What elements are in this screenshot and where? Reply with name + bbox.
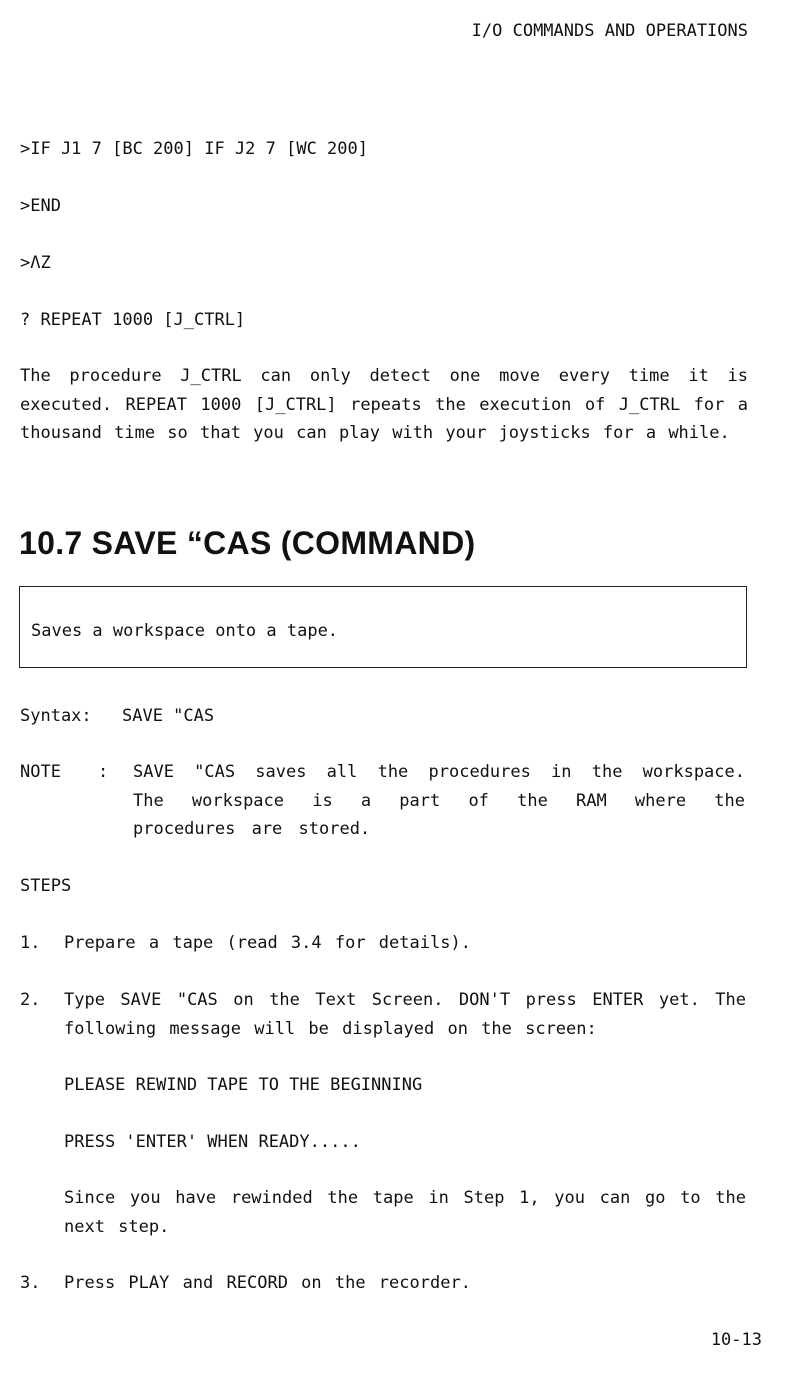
summary-text: Saves a workspace onto a tape.	[31, 621, 339, 641]
step-3-text: Press PLAY and RECORD on the recorder.	[64, 1273, 471, 1293]
syntax-label: Syntax:	[20, 706, 92, 726]
code-line-az: >ΛZ	[20, 253, 51, 273]
intro-paragraph: The procedure J_CTRL can only detect one move every time it is executed. REPEAT 1000 [J_CTRL] repeats the execution of J_CTRL for a thousand time so that you can play with your joysticks for a while.	[20, 366, 748, 443]
step-1-text: Prepare a tape (read 3.4 for details).	[64, 933, 471, 953]
code-line-if-joystick: >IF J1 7 [BC 200] IF J2 7 [WC 200]	[20, 139, 368, 159]
note-text: SAVE "CAS saves all the procedures in the workspace. The workspace is a part of the RAM where the procedures are stored.	[133, 762, 745, 839]
step-3-number: 3.	[20, 1273, 41, 1293]
step-2-number: 2.	[20, 990, 41, 1010]
note-colon: :	[98, 762, 109, 782]
summary-box	[19, 586, 747, 668]
screen-message-press-enter: PRESS 'ENTER' WHEN READY.....	[64, 1132, 361, 1152]
screen-message-rewind: PLEASE REWIND TAPE TO THE BEGINNING	[64, 1075, 423, 1095]
steps-heading: STEPS	[20, 876, 72, 896]
step-2-followup: Since you have rewinded the tape in Step 1, you can go to the next step.	[64, 1188, 746, 1237]
step-1-number: 1.	[20, 933, 41, 953]
note-label: NOTE	[20, 762, 61, 782]
syntax-value: SAVE "CAS	[122, 706, 215, 726]
running-header: I/O COMMANDS AND OPERATIONS	[471, 21, 748, 41]
page-number: 10-13	[710, 1330, 762, 1350]
section-title: 10.7 SAVE “CAS (COMMAND)	[19, 525, 476, 561]
step-2-text: Type SAVE "CAS on the Text Screen. DON'T press ENTER yet. The following message will be displayed on the screen:	[64, 990, 746, 1039]
code-line-end: >END	[20, 196, 61, 216]
code-line-repeat: ? REPEAT 1000 [J_CTRL]	[20, 310, 246, 330]
